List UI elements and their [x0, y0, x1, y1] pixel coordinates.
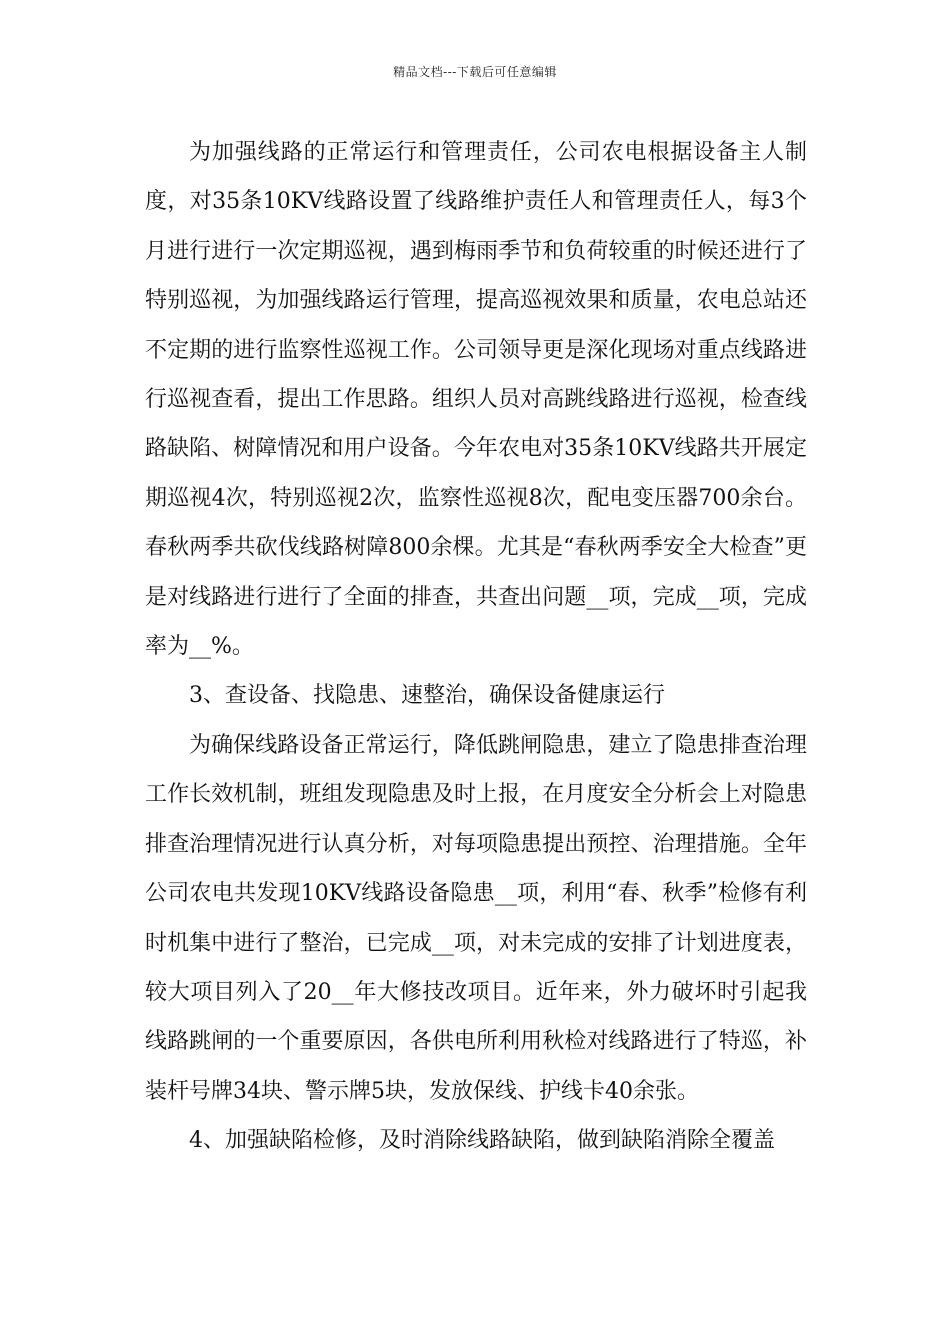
section-heading-3: 3、查设备、找隐患、速整治，确保设备健康运行 — [189, 683, 665, 709]
document-body — [145, 128, 807, 1166]
page-header: 精品文档---下载后可任意编辑 — [393, 65, 557, 79]
section-heading-4: 4、加强缺陷检修，及时消除线路缺陷，做到缺陷消除全覆盖 — [189, 1128, 775, 1154]
paragraph-line-inspection: 为加强线路的正常运行和管理责任，公司农电根据设备主人制度，对35条10KV线路设置了线路维护责任人和管理责任人，每3个月进行进行一次定期巡视，遇到梅雨季节和负荷较重的时候还进行了特别巡视，为加强线路运行管理，提高巡视效果和质量，农电总站还不定期的进行监察性巡视工作。公司领导更是深化现场对重点线路进行巡视查看，提出工作思路。组织人员对高跳线路进行巡视，检查线路缺陷、树障情况和用户设备。今年农电对35条10KV线路共开展定期巡视4次，特别巡视2次，监察性巡视8次，配电变压器700余台。春秋两季共砍伐线路树障800余棵。尤其是“春秋两季安全大检查”更是对线路进行进行了全面的排查，共查出问题__项，完成__项，完成率为__%。 — [145, 140, 807, 660]
paragraph-hazard-remediation: 为确保线路设备正常运行，降低跳闸隐患，建立了隐患排查治理工作长效机制，班组发现隐患及时上报，在月度安全分析会上对隐患排查治理情况进行认真分析，对每项隐患提出预控、治理措施。全年公司农电共发现10KV线路设备隐患__项，利用“春、秋季”检修有利时机集中进行了整治，已完成__项，对未完成的安排了计划进度表，较大项目列入了20__年大修技改项目。近年来，外力破坏时引起我线路跳闸的一个重要原因，各供电所利用秋检对线路进行了特巡，补装杆号牌34块、警示牌5块，发放保线、护线卡40余张。 — [145, 732, 807, 1104]
